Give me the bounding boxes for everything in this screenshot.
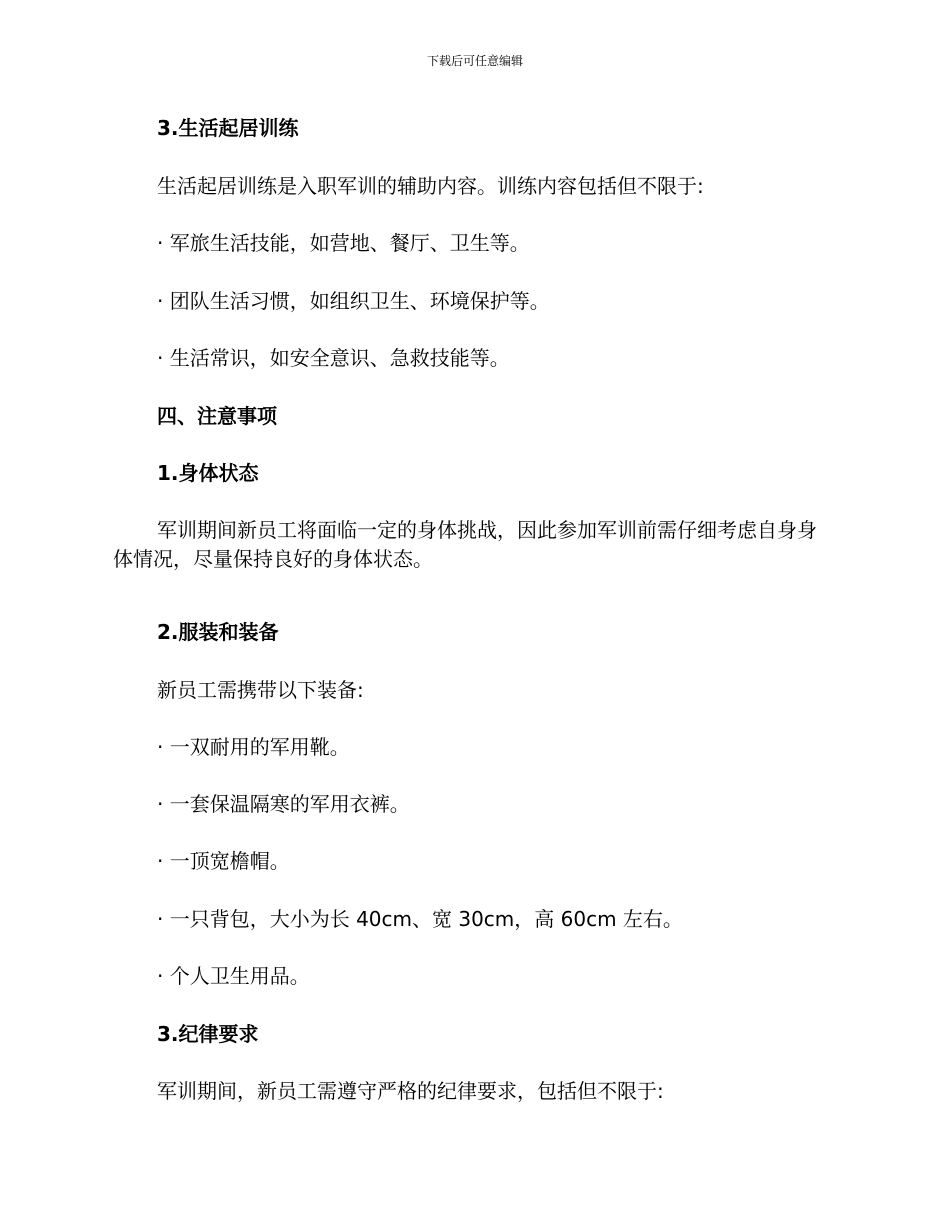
- life-training-item-3: · 生活常识，如安全意识、急救技能等。: [157, 346, 510, 370]
- discipline-intro: 军训期间，新员工需遵守严格的纪律要求，包括但不限于:: [157, 1079, 664, 1103]
- body-condition-paragraph: 军训期间新员工将面临一定的身体挑战，因此参加军训前需仔细考虑自身身体情况，尽量保持良好的身体状态。: [113, 518, 817, 571]
- section-heading-life-training: 3.生活起居训练: [157, 116, 299, 140]
- subheading-clothing: 2.服装和装备: [157, 620, 279, 644]
- clothing-item-2: · 一套保温隔寒的军用衣裤。: [157, 792, 410, 816]
- clothing-intro: 新员工需携带以下装备:: [157, 678, 364, 702]
- clothing-item-4: · 一只背包，大小为长 40cm、宽 30cm，高 60cm 左右。: [157, 907, 683, 931]
- section-heading-notes: 四、注意事项: [157, 404, 277, 428]
- clothing-item-5: · 个人卫生用品。: [157, 964, 310, 988]
- life-training-item-1: · 军旅生活技能，如营地、餐厅、卫生等。: [157, 231, 530, 255]
- subheading-discipline: 3.纪律要求: [157, 1022, 259, 1046]
- page-header: 下载后可任意编辑: [426, 54, 523, 68]
- clothing-item-1: · 一双耐用的军用靴。: [157, 735, 350, 759]
- life-training-intro: 生活起居训练是入职军训的辅助内容。训练内容包括但不限于:: [157, 174, 704, 198]
- life-training-item-2: · 团队生活习惯，如组织卫生、环境保护等。: [157, 289, 550, 313]
- clothing-item-3: · 一顶宽檐帽。: [157, 849, 290, 873]
- subheading-body-condition: 1.身体状态: [157, 461, 259, 485]
